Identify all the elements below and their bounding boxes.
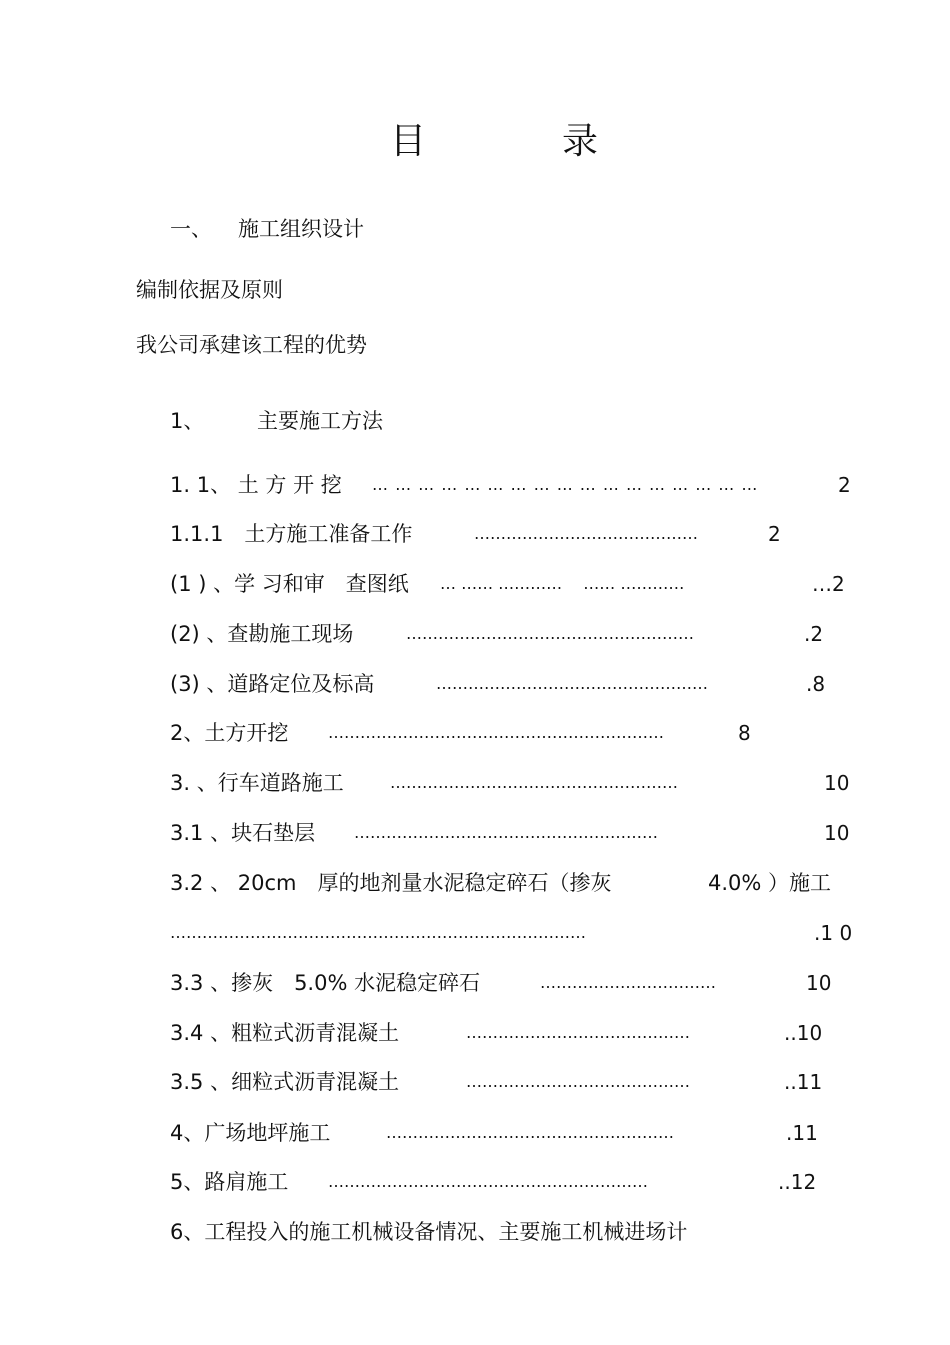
toc-page-number: …2 bbox=[812, 572, 845, 596]
toc-leader: …………………………………………………… bbox=[328, 1172, 648, 1191]
section-number: 1、 bbox=[170, 409, 205, 433]
toc-page-number: 2 bbox=[768, 522, 781, 546]
toc-leader: …………………………………… bbox=[466, 1072, 690, 1091]
toc-page-number: ..10 bbox=[784, 1021, 823, 1045]
toc-leader: ……………………………………………… bbox=[386, 1123, 674, 1142]
toc-page-number: 10 bbox=[806, 971, 832, 995]
toc-leader: ………………………………………………… bbox=[354, 823, 658, 842]
toc-entry-label: 6、工程投入的施工机械设备情况、主要施工机械进场计 bbox=[170, 1220, 688, 1244]
toc-entry-label: 3. 、行车道路施工 bbox=[170, 771, 344, 795]
title-char-right: 录 bbox=[562, 121, 599, 162]
toc-page-number: ..12 bbox=[778, 1170, 817, 1194]
toc-entry-label: 1. 1、 土 方 开 挖 bbox=[170, 473, 342, 497]
toc-entry-label: 3.2 、 20cm 厚的地剂量水泥稳定碎石（掺灰 bbox=[170, 871, 612, 895]
toc-entry-label: (1 ) 、学 习和审 查图纸 bbox=[170, 572, 409, 596]
toc-entry-label: (3) 、道路定位及标高 bbox=[170, 672, 375, 696]
toc-leader: …………………………………………………………………… bbox=[170, 923, 586, 942]
body-line: 我公司承建该工程的优势 bbox=[136, 333, 367, 357]
toc-page-number: .11 bbox=[786, 1121, 818, 1145]
toc-page-number: .1 0 bbox=[814, 921, 853, 945]
toc-entry-label: (2) 、查勘施工现场 bbox=[170, 622, 354, 646]
toc-entry-label: 3.1 、块石垫层 bbox=[170, 821, 316, 845]
toc-page-number: 8 bbox=[738, 721, 751, 745]
section-number: 一、 bbox=[170, 217, 212, 241]
title-char-left: 目 bbox=[390, 121, 427, 162]
toc-entry-label: 4、广场地坪施工 bbox=[170, 1121, 331, 1145]
toc-entry-label: 2、土方开挖 bbox=[170, 721, 289, 745]
toc-leader: ……………………………………………… bbox=[390, 773, 678, 792]
toc-page-number: 2 bbox=[838, 473, 851, 497]
toc-entry-label: 3.5 、细粒式沥青混凝土 bbox=[170, 1070, 400, 1094]
toc-leader: ……………………………………………… bbox=[406, 624, 694, 643]
toc-entry-label-tail: 4.0% ）施工 bbox=[708, 871, 832, 895]
toc-entry-label: 1.1.1 土方施工准备工作 bbox=[170, 522, 413, 546]
toc-leader: …………………………………………… bbox=[436, 674, 708, 693]
toc-entry-label: 5、路肩施工 bbox=[170, 1170, 289, 1194]
toc-leader: ……………………………………………………… bbox=[328, 723, 664, 742]
toc-page-number: 10 bbox=[824, 821, 850, 845]
toc-entry-label: 3.3 、掺灰 5.0% 水泥稳定碎石 bbox=[170, 971, 481, 995]
toc-entry-label: 3.4 、粗粒式沥青混凝土 bbox=[170, 1021, 400, 1045]
toc-leader: …………………………… bbox=[540, 973, 716, 992]
toc-leader: … … … … … … … … … … … … … … … … … bbox=[372, 475, 759, 494]
toc-page-number: 10 bbox=[824, 771, 850, 795]
toc-page-number: ..11 bbox=[784, 1070, 823, 1094]
body-line: 编制依据及原则 bbox=[136, 278, 283, 302]
toc-leader: …………………………………… bbox=[474, 524, 698, 543]
toc-page-number: .8 bbox=[806, 672, 826, 696]
section-label: 施工组织设计 bbox=[238, 217, 364, 241]
toc-leader: … …… ………… …… ………… bbox=[440, 574, 701, 593]
toc-page-number: .2 bbox=[804, 622, 824, 646]
toc-leader: …………………………………… bbox=[466, 1023, 690, 1042]
section-label: 主要施工方法 bbox=[257, 409, 383, 433]
